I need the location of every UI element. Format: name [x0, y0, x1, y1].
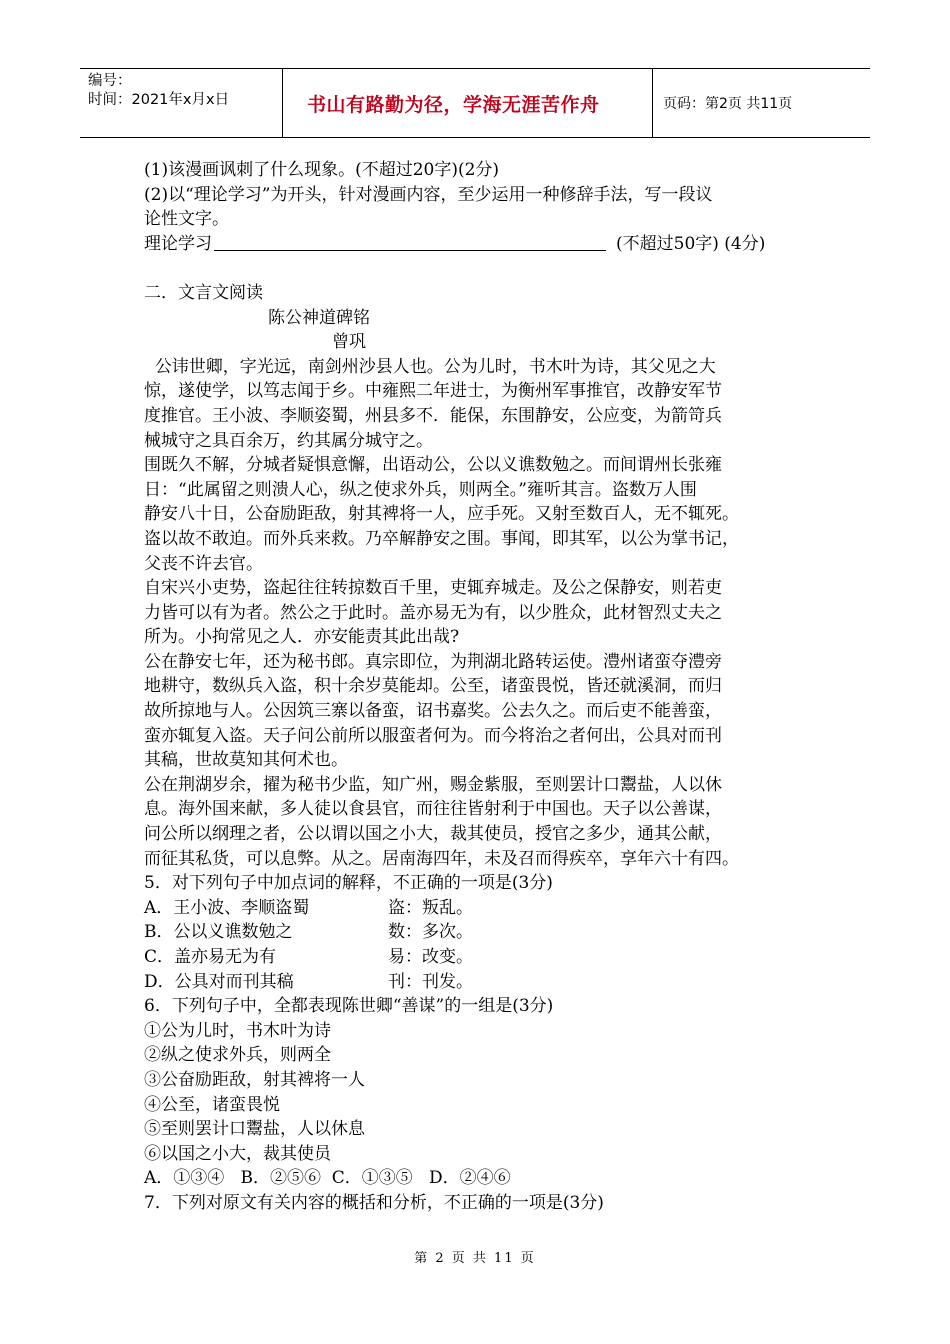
list-item: ④公至，诸蛮畏悦 [144, 1094, 280, 1115]
question-line: (1)该漫画讽刺了什么现象。(不超过20字)(2分) [144, 160, 500, 180]
option-gloss: 易：改变。 [388, 947, 473, 967]
essay-author: 曾巩 [332, 332, 366, 353]
passage-line: 其稿，世故莫知其何术也。 [144, 750, 348, 771]
page-footer: 第 2 页 共 11 页 [414, 1251, 536, 1266]
fill-prefix: 理论学习 [144, 233, 212, 254]
passage-line: 问公所以纲理之者，公以谓以国之小大，裁其使员，授官之多少，通其公献， [144, 824, 722, 845]
question-5 [144, 871, 824, 994]
question-stem: 6．下列句子中，全都表现陈世卿“善谋”的一组是(3分) [144, 996, 554, 1017]
passage-line: 蛮亦辄复入盗。天子问公前所以服蛮者何为。而今将治之者何出，公具对而刊 [144, 725, 722, 746]
option-row [144, 945, 824, 970]
header-page-info: 页码：第2页 共11页 [663, 96, 793, 112]
number-label: 编号： [88, 73, 132, 89]
header-motto: 书山有路勤为径，学海无涯苦作舟 [283, 69, 653, 137]
passage-line: 公在静安七年，还为秘书郎。真宗即位，为荆湖北路转运使。澧州诸蛮夺澧旁 [144, 651, 722, 672]
document-body [144, 158, 824, 1216]
passage-line: 父丧不许去官。 [144, 553, 263, 574]
option-row [144, 970, 824, 995]
option-text: C．盖亦易无为有 [144, 947, 277, 967]
option-row [144, 896, 824, 921]
option-gloss: 盗：叛乱。 [388, 897, 473, 918]
fill-suffix: (不超过50字) (4分) [616, 233, 766, 254]
option-gloss: 数：多次。 [388, 922, 473, 943]
passage-line: 围既久不解，分城者疑惧意懈，出语动公，公以义谯数勉之。而间谓州长张雍 [144, 455, 722, 476]
question-stem: 5．对下列句子中加点词的解释，不正确的一项是(3分) [144, 873, 553, 894]
passage-line: 故所掠地与人。公因筑三寨以备蛮，诏书嘉奖。公去久之。而后吏不能善蛮， [144, 701, 722, 722]
list-item: ②纵之使求外兵，则两全 [144, 1045, 331, 1066]
passage-line: 公讳世卿，字光远，南剑州沙县人也。公为儿时，书木叶为诗，其父见之大 [144, 356, 716, 377]
list-item: ⑤至则罢计口鬻盐，人以休息 [144, 1119, 365, 1140]
passage-line: 地耕守，数纵兵入盗，积十余岁莫能却。公至，诸蛮畏悦，皆还就溪洞，而归 [144, 676, 722, 697]
answer-choices: A．①③④ B．②⑤⑥ C．①③⑤ D．②④⑥ [144, 1168, 511, 1189]
passage-line: 所为。小拘常见之人．亦安能责其此出哉? [144, 627, 460, 648]
passage-line: 械城守之具百余万，约其属分城守之。 [144, 430, 433, 451]
passage-line: 盗以故不敢迫。而外兵来救。乃卒解静安之围。事闻，即其军，以公为掌书记， [144, 528, 739, 549]
question-line: 论性文字。 [144, 209, 229, 230]
date-label: 时间：2021年x月x日 [88, 92, 230, 108]
fill-in-line [144, 232, 824, 257]
passage-line: 自宋兴小吏势，盗起往往转掠数百千里，吏辄弃城走。及公之保静安，则若吏 [144, 578, 722, 599]
option-row [144, 920, 824, 945]
passage-line: 公在荆湖岁余，擢为秘书少监，知广州，赐金紫服，至则罢计口鬻盐，人以休 [144, 774, 722, 795]
page-header [80, 68, 870, 138]
passage-line: 息。海外国来献，多人徒以食县官，而往往皆射利于中国也。天子以公善谋， [144, 799, 722, 820]
option-text: D．公具对而刊其稿 [144, 971, 294, 992]
answer-blank[interactable] [214, 232, 606, 251]
passage [144, 355, 824, 871]
passage-line: 惊，遂使学，以笃志闻于乡。中雍熙二年进士，为衡州军事推官，改静安军节 [144, 381, 722, 402]
option-gloss: 刊：刊发。 [388, 971, 473, 992]
passage-line: 静安八十日，公奋励距敌，射其裨将一人，应手死。又射至数百人，无不辄死。 [144, 504, 739, 525]
list-item: ③公奋励距敌，射其裨将一人 [144, 1069, 365, 1090]
question-6 [144, 994, 824, 1191]
passage-line: 日：“此属留之则溃人心，纵之使求外兵，则两全。”雍听其言。盗数万人围 [144, 479, 697, 500]
list-item: ①公为儿时，书木叶为诗 [144, 1020, 331, 1041]
question-line: (2)以“理论学习”为开头，针对漫画内容，至少运用一种修辞手法，写一段议 [144, 184, 713, 205]
header-meta [80, 69, 283, 137]
list-item: ⑥以国之小大，裁其使员 [144, 1143, 331, 1164]
option-text: B．公以义谯数勉之 [144, 922, 293, 943]
option-text: A．王小波、李顺盗蜀 [144, 897, 310, 918]
passage-line: 度推官。王小波、李顺姿蜀，州县多不．能保，东围静安，公应变，为箭笴兵 [144, 405, 722, 426]
passage-line: 力皆可以有为者。然公之于此时。盖亦易无为有，以少胜众，此材智烈丈夫之 [144, 602, 722, 623]
essay-title: 陈公神道碑铭 [268, 307, 370, 328]
passage-line: 而征其私货，可以息弊。从之。居南海四年，未及召而得疾卒，享年六十有四。 [144, 848, 739, 869]
question-7-stem: 7．下列对原文有关内容的概括和分析，不正确的一项是(3分) [144, 1192, 604, 1213]
section-title: 二．文言文阅读 [144, 282, 263, 303]
